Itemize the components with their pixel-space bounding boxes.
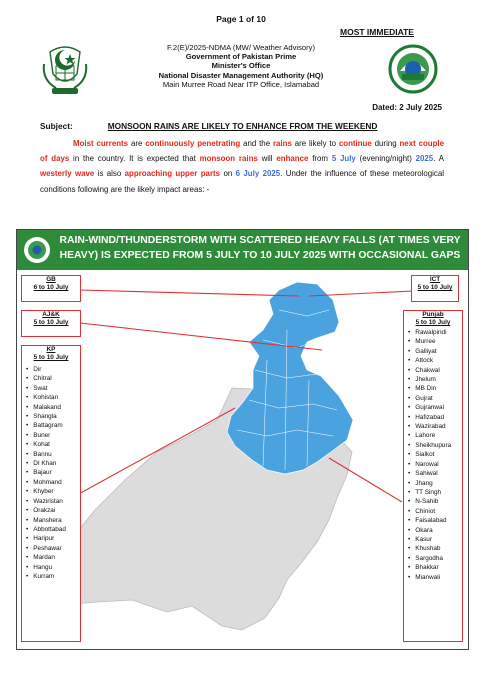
punjab-district: • Murree — [408, 337, 462, 346]
punjab-district: • Lahore — [408, 431, 462, 440]
punjab-district: • Sahiwal — [408, 469, 462, 478]
punjab-district: • Bhakkar — [408, 563, 462, 572]
kp-district: • Kohistan — [26, 393, 80, 402]
kp-district-list — [22, 365, 80, 581]
kp-district: • Peshawar — [26, 544, 80, 553]
punjab-district: • Rawalpindi — [408, 328, 462, 337]
kp-district: • Haripur — [26, 534, 80, 543]
punjab-district-list — [404, 328, 462, 582]
kp-district: • Khyber — [26, 487, 80, 496]
punjab-title: Punjab — [422, 311, 444, 318]
kp-district: • Battagram — [26, 421, 80, 430]
kp-district: • Abbottabad — [26, 525, 80, 534]
letter-header — [110, 43, 372, 89]
kp-district: • Malakand — [26, 403, 80, 412]
punjab-district: • Kasur — [408, 535, 462, 544]
text-segment: . Under the influence of these meteorological conditions following are the likely impact areas: - — [40, 169, 444, 194]
pakistan-rain-map — [17, 270, 468, 648]
forecast-banner-text: RAIN-WIND/THUNDERSTORM WITH SCATTERED HEAVY FALLS (AT TIMES VERY HEAVY) IS EXPECTED FROM 5 JULY TO 10 JULY 2025 WITH OCCASIONAL GAPS — [59, 235, 461, 261]
kp-district: • Chitral — [26, 374, 80, 383]
page-number: Page 1 of 10 — [216, 14, 266, 24]
kp-district: • Buner — [26, 431, 80, 440]
ajk-region-box — [21, 310, 81, 337]
kp-region-box — [21, 345, 81, 642]
punjab-district: • Sheikhupura — [408, 441, 462, 450]
subject-label: Subject: — [40, 121, 73, 131]
punjab-district: • Jhang — [408, 479, 462, 488]
subject-line — [40, 121, 377, 131]
kp-district: • Manshera — [26, 516, 80, 525]
punjab-district: • MB Din — [408, 384, 462, 393]
kp-district: • DI Khan — [26, 459, 80, 468]
punjab-region-box — [403, 310, 463, 642]
text-segment: on — [220, 169, 236, 179]
punjab-district: • Chakwal — [408, 366, 462, 375]
text-5-july: 5 July — [331, 154, 356, 164]
text-segment: from — [308, 154, 332, 164]
text-next-couple-of-days: next couple of days — [40, 139, 445, 164]
kp-district: • Shangla — [26, 412, 80, 421]
text-westerly-wave: westerly wave — [40, 169, 95, 179]
text-segment: during — [371, 139, 400, 148]
ict-dates: 5 to 10 July — [417, 284, 453, 291]
kp-district: • Kurram — [26, 572, 80, 581]
punjab-district: • Khushab — [408, 544, 462, 553]
priority-label: MOST IMMEDIATE — [340, 27, 414, 37]
kp-district: • Orakzai — [26, 506, 80, 515]
text-segment: in the country. It is expected that — [69, 154, 200, 164]
ict-title: ICT — [429, 276, 441, 283]
text-approaching-upper-parts: approaching upper parts — [124, 169, 221, 179]
kp-district: • Bannu — [26, 450, 80, 459]
ict-region-box — [411, 275, 459, 302]
gb-region-box — [21, 275, 81, 302]
kp-district: • Mohmand — [26, 478, 80, 487]
punjab-district: • Jhelum — [408, 375, 462, 384]
ajk-dates: 5 to 10 July — [33, 319, 69, 326]
text-segment: are likely to — [291, 139, 339, 148]
punjab-district: • Okara — [408, 526, 462, 535]
text-segment: will — [257, 154, 277, 164]
authority-line: National Disaster Management Authority (HQ) — [158, 70, 324, 80]
punjab-district: • TT Singh — [408, 488, 462, 497]
punjab-district: • Faisalabad — [408, 516, 462, 525]
text-moist-currents: Moist currents — [73, 139, 129, 148]
punjab-district: • Attock — [408, 356, 462, 365]
text-segment: are — [128, 139, 146, 148]
address-line: Main Murree Road Near ITP Office, Islamabad — [162, 79, 320, 89]
kp-district: • Swat — [26, 384, 80, 393]
text-segment: (evening/night) — [355, 154, 416, 164]
text-segment: is also — [94, 169, 125, 179]
punjab-district: • Sialkot — [408, 450, 462, 459]
kp-district: • Waziristan — [26, 497, 80, 506]
subject-value: MONSOON RAINS ARE LIKELY TO ENHANCE FROM THE WEEKEND — [107, 121, 378, 131]
kp-district: • Mardan — [26, 553, 80, 562]
text-segment: . A — [433, 154, 445, 164]
punjab-district: • Chiniot — [408, 507, 462, 516]
advisory-paragraph — [40, 136, 444, 197]
ndma-logo — [388, 44, 438, 94]
ajk-title: AJ&K — [42, 311, 60, 318]
gb-dates: 6 to 10 July — [33, 284, 69, 291]
punjab-district: • Gujrat — [408, 394, 462, 403]
punjab-district: • Sargodha — [408, 554, 462, 563]
punjab-district: • Galliyat — [408, 347, 462, 356]
kp-district: • Hangu — [26, 563, 80, 572]
date-line: Dated: 2 July 2025 — [372, 103, 442, 112]
punjab-district: • Mianwali — [408, 573, 462, 582]
kp-district: • Kohat — [26, 440, 80, 449]
text-2025: 2025 — [415, 154, 434, 164]
text-rains: rains — [272, 139, 292, 148]
punjab-dates: 5 to 10 July — [415, 319, 451, 326]
text-continue: continue — [338, 139, 372, 148]
punjab-district: • Hafizabad — [408, 413, 462, 422]
government-emblem-logo — [40, 44, 90, 96]
punjab-district: • N-Sahib — [408, 497, 462, 506]
kp-district: • Bajaur — [26, 468, 80, 477]
highlighted-region-map — [227, 282, 353, 474]
gb-title: GB — [46, 276, 56, 283]
punjab-district: • Narowal — [408, 460, 462, 469]
text-monsoon-rains: monsoon rains — [199, 154, 258, 164]
reference-number: F.2(E)/2025-NDMA (MW/ Weather Advisory) — [167, 43, 315, 52]
punjab-district: • Gujranwal — [408, 403, 462, 412]
text-enhance: enhance — [276, 154, 309, 164]
kp-dates: 5 to 10 July — [33, 354, 69, 361]
kp-title: KP — [46, 346, 56, 353]
punjab-district: • Wazirabad — [408, 422, 462, 431]
kp-district: • Dir — [26, 365, 80, 374]
office-line: Minister's Office — [211, 61, 271, 71]
ndma-banner-logo — [22, 235, 52, 265]
text-continuously-penetrating: continuously penetrating — [145, 139, 241, 148]
text-segment: and the — [240, 139, 273, 148]
text-6-july-2025: 6 July 2025 — [235, 169, 281, 179]
government-line: Government of Pakistan Prime — [185, 52, 297, 62]
